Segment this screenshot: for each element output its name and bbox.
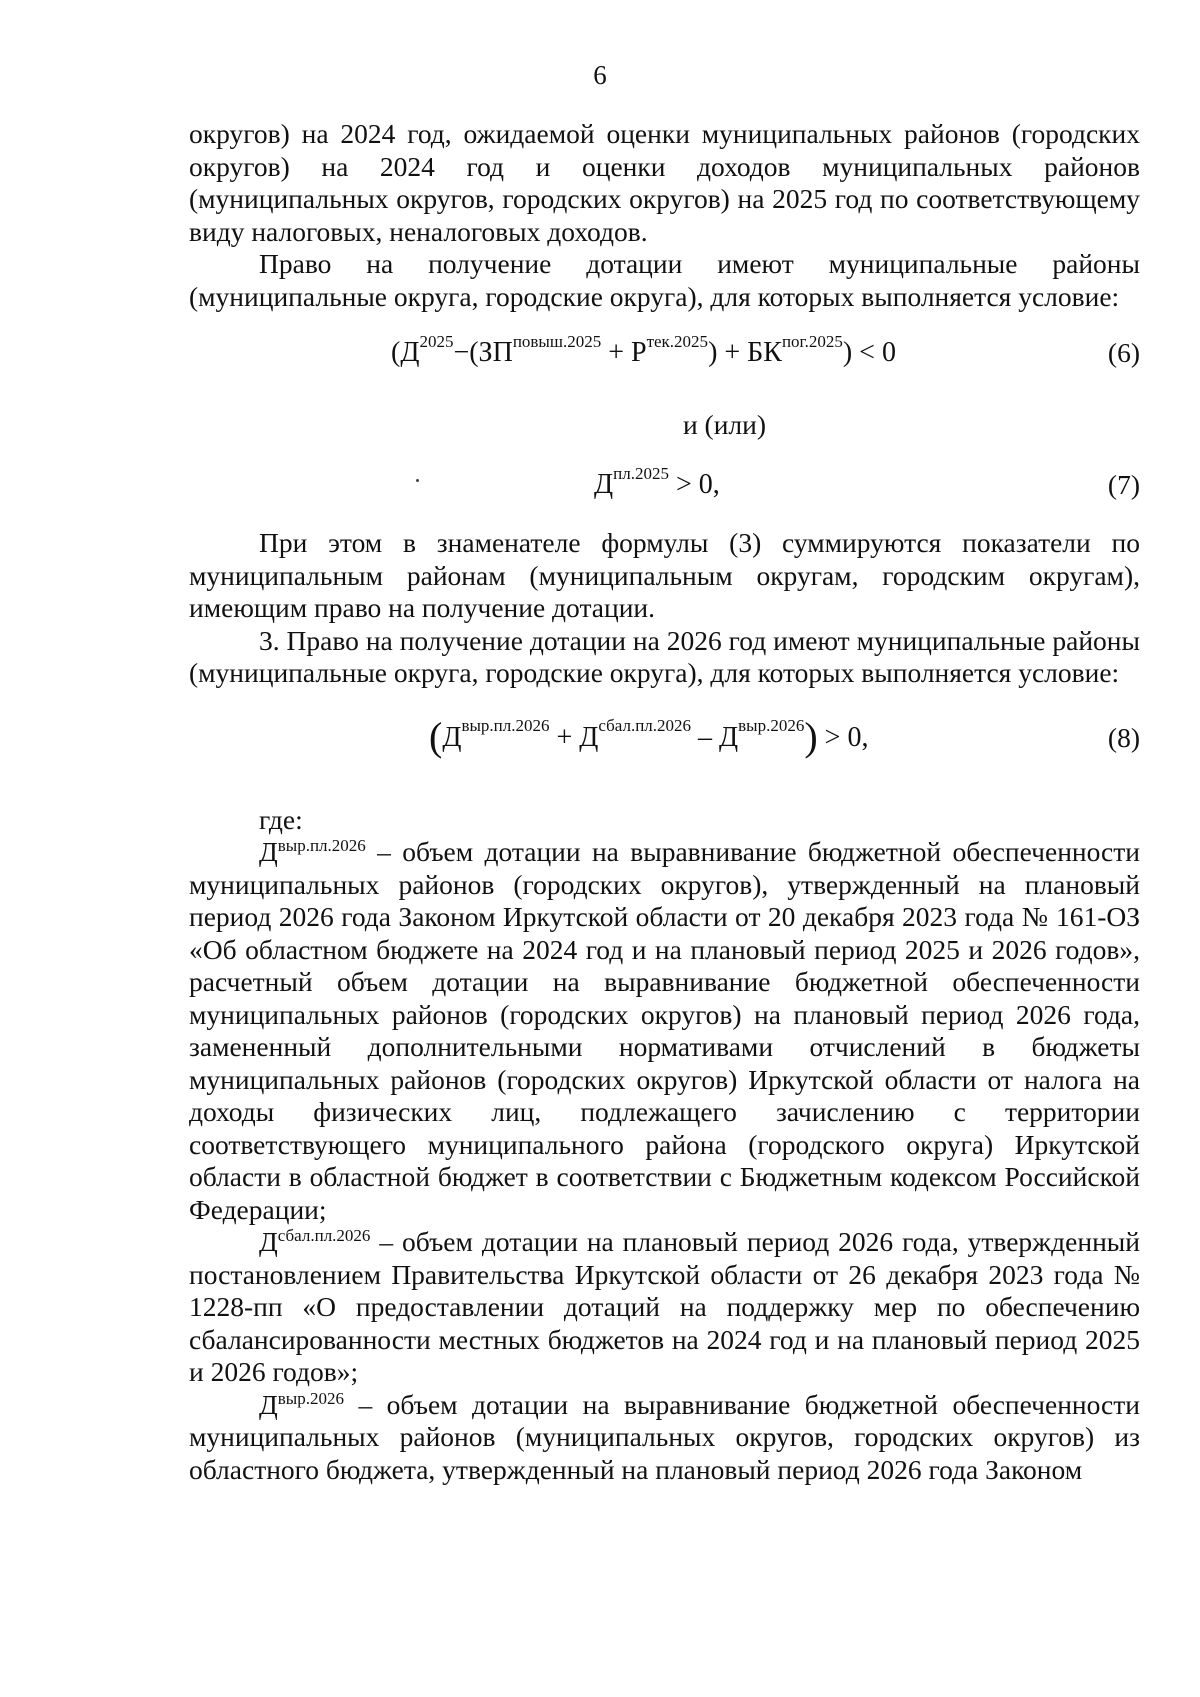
formula-6: $(Д^{2025}-(ЗП^{повыш.2025} + Р^{тек.2025}) + БК^{пог.2025}) < 0$ [391, 331, 896, 368]
paragraph-3: 3. Право на получение дотации на 2026 год имеют муниципальные районы (муниципальные округа, городские округа), для которых выполняется условие: [189, 624, 1140, 688]
term-definition: – объем дотации на выравнивание бюджетной обеспеченности муниципальных районов (городских округов), утвержденный на плановый период 2026 года Законом Иркутской области от 20 декабря 2023 года № 161-ОЗ «Об областном бюджете на 2024 год и на плановый период 2025 и 2026 годов», расчетный объем дотации на выравнивание бюджетной обеспеченности муниципальных районов (городских округов) на плановый период 2026 года, замененный дополнительными нормативами отчислений в бюджеты муниципальных районов (городских округов) Иркутской области от налога на доходы физических лиц, подлежащего зачислению с территории соответствующего муниципального района (городского округа) Иркутской области в областной бюджет в соответствии с Бюджетным кодексом Российской Федерации; [189, 836, 1140, 1225]
term-superscript: выр.пл.2026 [277, 835, 366, 855]
term-superscript: сбал.пл.2026 [277, 1225, 371, 1245]
formula-6-row [189, 313, 1140, 395]
definition-equalization-planned [189, 836, 1140, 1226]
paragraph-denominator: При этом в знаменателе формулы (3) суммируются показатели по муниципальным районам (муниципальным округам, городским округам), имеющим право на получение дотации. [189, 527, 1140, 623]
where-label: где: [259, 803, 303, 835]
page-number: 6 [593, 60, 607, 90]
equation-number-7: (7) [1107, 469, 1140, 500]
formula-7-row [189, 447, 1140, 527]
term-definition: – объем дотации на плановый период 2026 года, утвержденный постановлением Правительства Иркутской области от 26 декабря 2023 года № 1228-пп «О предоставлении дотаций на поддержку мер по обеспечению сбалансированности местных бюджетов на 2024 год и на плановый период 2025 и 2026 годов»; [189, 1226, 1140, 1387]
definition-balance-planned [189, 1226, 1140, 1389]
formula-8: $(Д^{выр.пл.2026} + Д^{сбал.пл.2026} - Д^{выр.2026}) > 0$, [429, 713, 869, 759]
term-superscript: выр.2026 [277, 1388, 344, 1408]
equation-number-6: (6) [1107, 337, 1140, 368]
term-symbol: Д [259, 1388, 278, 1420]
definition-equalization [189, 1389, 1140, 1487]
formula-7: $Д^{пл.2025} > 0$, [594, 463, 720, 500]
equation-number-8: (8) [1107, 721, 1140, 753]
paragraph-continuation: округов) на 2024 год, ожидаемой оценки муниципальных районов (городских округов) на 2024 год и оценки доходов муниципальных районов (муниципальных округов, городских округов) на 2025 год по соответствующему виду налоговых, неналоговых доходов. [189, 118, 1140, 247]
term-symbol: Д [259, 836, 278, 867]
document-body [189, 118, 1140, 1486]
term-symbol: Д [259, 1226, 278, 1257]
formula-8-row [189, 690, 1140, 786]
scan-speck [416, 479, 419, 482]
paragraph-right-to-subsidy: Право на получение дотации имеют муниципальные районы (муниципальные округа, городские округа), для которых выполняется условие: [189, 248, 1140, 312]
term-definition: – объем дотации на выравнивание бюджетной обеспеченности муниципальных районов (муниципальных округов, городских округов) из областного бюджета, утвержденный на плановый период 2026 года Законом [189, 1388, 1140, 1485]
and-or-connector: и (или) [682, 409, 767, 440]
